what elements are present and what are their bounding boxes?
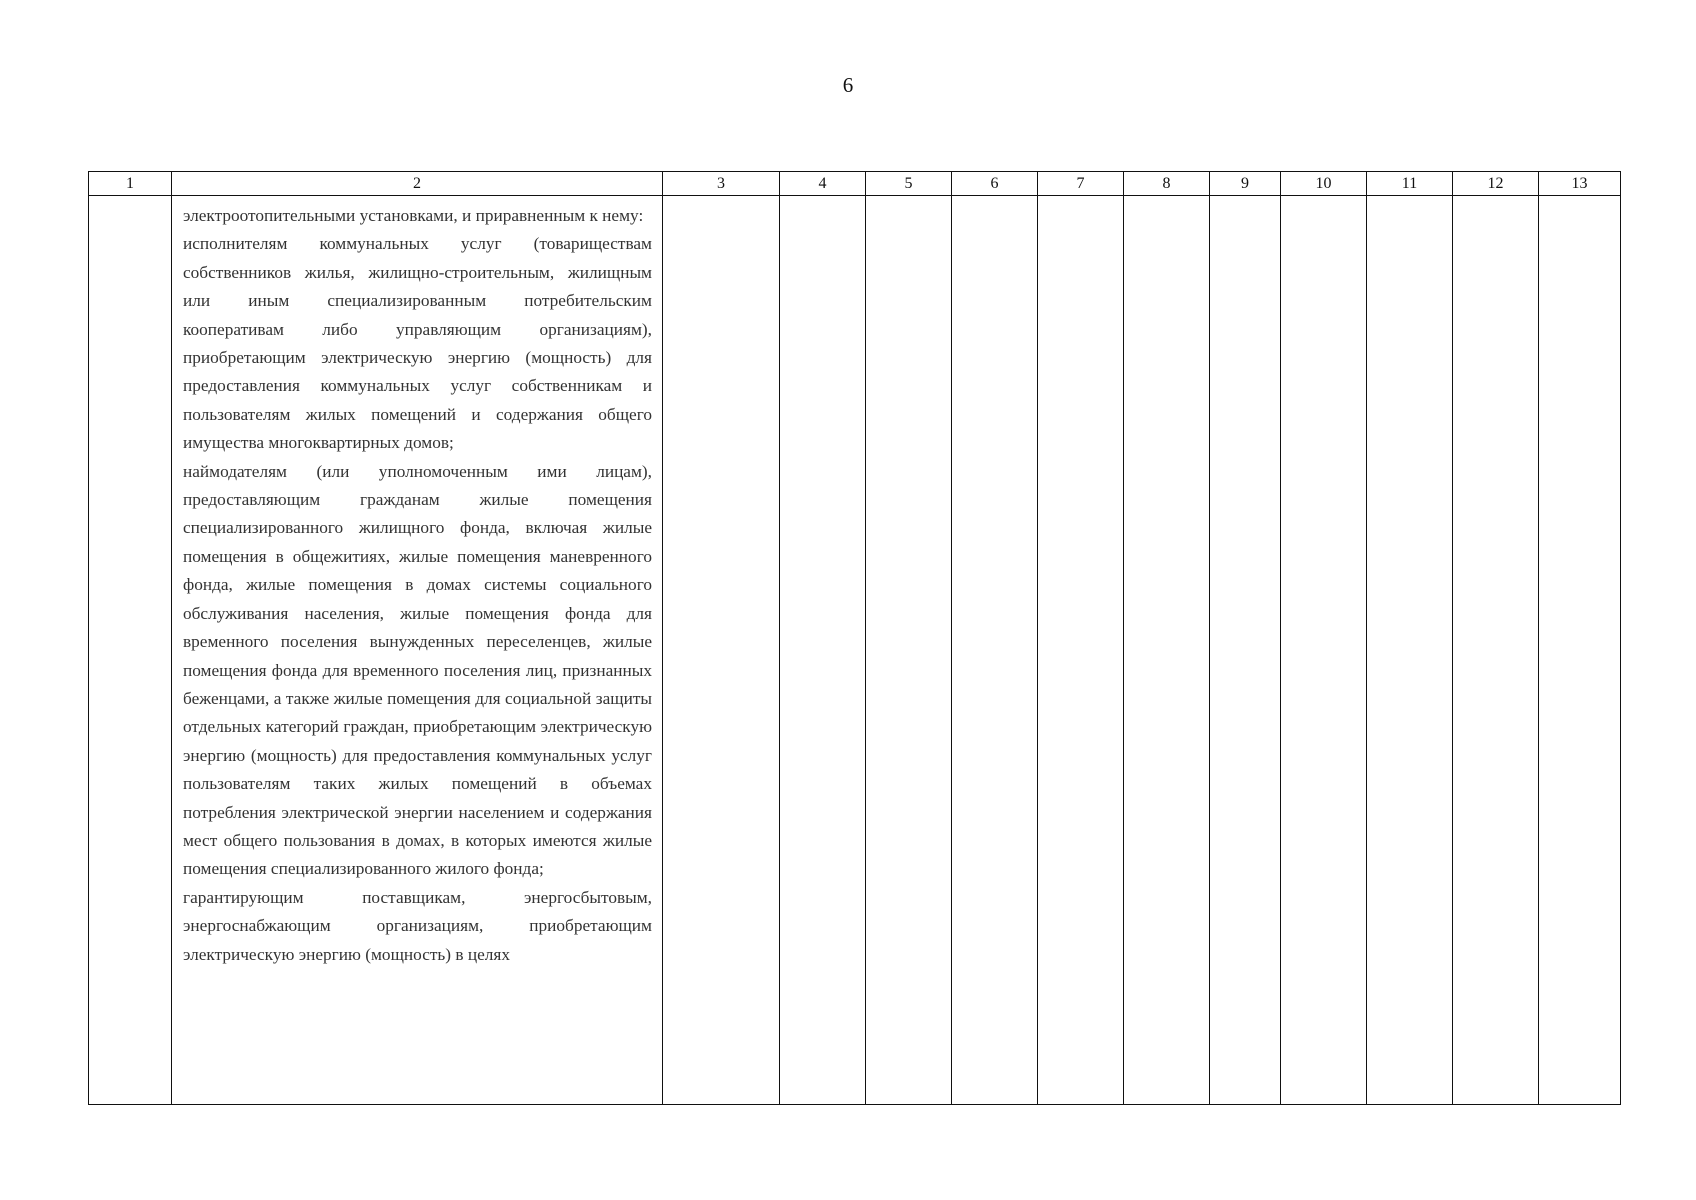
col-header-3: 3 <box>663 172 780 196</box>
paragraph-4: гарантирующим поставщикам, энергосбытовым, энергоснабжающим организациям, приобретающим электрическую энергию (мощность) в целях <box>183 887 652 964</box>
page-number: 6 <box>842 73 854 97</box>
header-row <box>89 172 1621 196</box>
cell-col-12 <box>1453 196 1539 1105</box>
col-header-2: 2 <box>172 172 663 196</box>
col-header-1: 1 <box>89 172 172 196</box>
col-header-7: 7 <box>1038 172 1124 196</box>
col-header-6: 6 <box>952 172 1038 196</box>
col-header-12: 12 <box>1453 172 1539 196</box>
paragraph-3: наймодателям (или уполномоченным ими лицам), предоставляющим гражданам жилые помещения специализированного жилищного фонда, включая жилые помещения в общежитиях, жилые помещения маневренного фонда, жилые помещения в домах системы социального обслуживания населения, жилые помещения фонда для временного поселения вынужденных переселенцев, жилые помещения фонда для временного поселения лиц, признанных беженцами, а также жилые помещения для социальной защиты отдельных категорий граждан, приобретающим электрическую энергию (мощность) для предоставления коммунальных услуг пользователям таких жилых помещений в объемах потребления электрической энергии населением и содержания мест общего пользования в домах, в которых имеются жилые помещения специализированного жилого фонда; <box>183 461 652 879</box>
cell-col-13 <box>1539 196 1621 1105</box>
col-header-5: 5 <box>866 172 952 196</box>
col-header-13: 13 <box>1539 172 1621 196</box>
col-header-4: 4 <box>780 172 866 196</box>
cell-col-3 <box>663 196 780 1105</box>
col-header-8: 8 <box>1124 172 1210 196</box>
cell-col-2 <box>172 196 663 1105</box>
cell-col-11 <box>1367 196 1453 1105</box>
paragraph-1: электроотопительными установками, и приравненным к нему: <box>183 206 644 225</box>
cell-col-9 <box>1210 196 1281 1105</box>
cell-col-7 <box>1038 196 1124 1105</box>
cell-col-8 <box>1124 196 1210 1105</box>
tariff-table <box>88 171 1621 1105</box>
cell-col-4 <box>780 196 866 1105</box>
col-header-10: 10 <box>1281 172 1367 196</box>
cell-col-1 <box>89 196 172 1105</box>
cell-col-5 <box>866 196 952 1105</box>
col-header-9: 9 <box>1210 172 1281 196</box>
cell-col-6 <box>952 196 1038 1105</box>
col-header-11: 11 <box>1367 172 1453 196</box>
paragraph-2: исполнителям коммунальных услуг (товариществам собственников жилья, жилищно-строительным, жилищным или иным специализированным потребительским кооперативам либо управляющим организациям), приобретающим электрическую энергию (мощность) для предоставления коммунальных услуг собственникам и пользователям жилых помещений и содержания общего имущества многоквартирных домов; <box>183 234 652 453</box>
table-row <box>89 196 1621 1105</box>
cell-col-10 <box>1281 196 1367 1105</box>
consumer-category-text <box>183 202 652 969</box>
